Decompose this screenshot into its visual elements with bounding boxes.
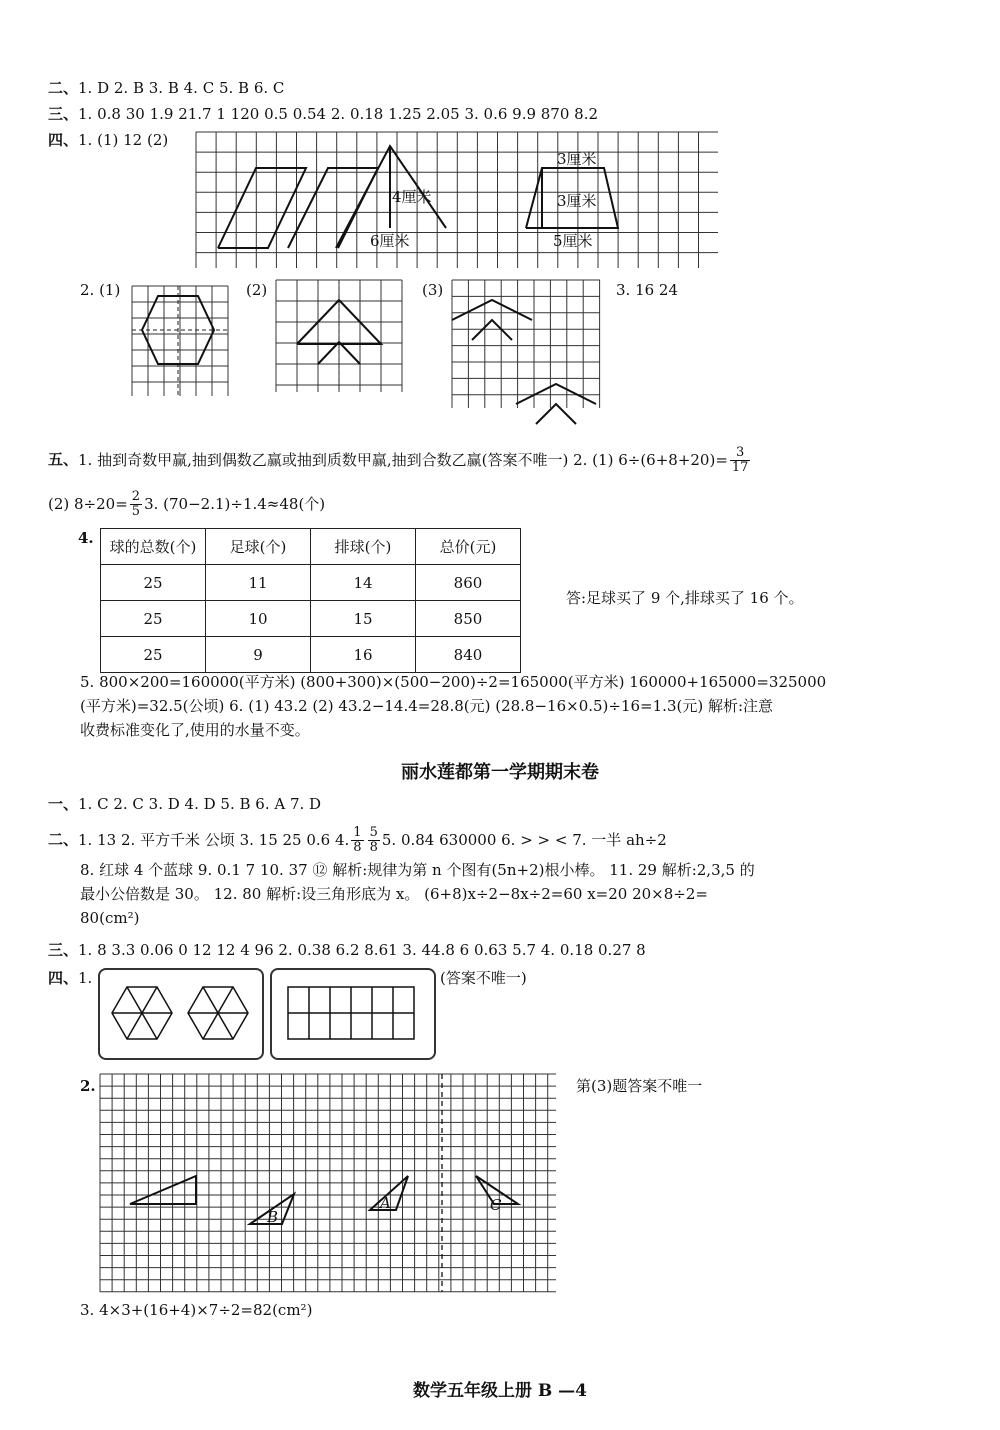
note: (答案不唯一) — [440, 969, 527, 987]
q3-answer: 3. 16 24 — [616, 281, 679, 299]
table-header: 排球(个) — [311, 529, 416, 565]
fraction-denominator: 8 — [353, 840, 362, 855]
parallelogram-1 — [218, 168, 306, 248]
table-cell: 25 — [101, 565, 206, 601]
page-footer: 数学五年级上册 B —4 — [412, 1381, 588, 1401]
fraction-denominator: 8 — [369, 840, 378, 855]
b-line-2 — [48, 826, 667, 855]
table-label: 4. — [78, 529, 94, 547]
dim-label: 3厘米 — [557, 150, 597, 168]
answer-text: 5. 0.84 630000 6. > > < 7. 一半 ah÷2 — [381, 830, 667, 849]
answer-text: 1. 抽到奇数甲赢,抽到偶数乙赢或抽到质数甲赢,抽到合数乙赢(答案不唯一) 2. (1) 6÷(6+8+20)= — [78, 450, 728, 469]
hexagon-figures — [98, 968, 262, 1058]
answer-text: 1. C 2. C 3. D 4. D 5. B 6. A 7. D — [78, 795, 322, 813]
grid-figure-1 — [196, 132, 718, 268]
b-line-2-3: 最小公倍数是 30。 12. 80 解析:设三角形底为 x。 (6+8)x÷2−8x÷2=60 x=20 20×8÷2= — [80, 885, 708, 903]
table-cell: 850 — [416, 601, 521, 637]
answer-text: 1. (1) 12 (2) — [78, 131, 169, 149]
answer-line-5-2 — [48, 490, 325, 519]
answer-text: 1. D 2. B 3. B 4. C 5. B 6. C — [78, 79, 285, 97]
table-row — [101, 601, 521, 637]
table-cell: 840 — [416, 637, 521, 673]
table-cell: 11 — [206, 565, 311, 601]
dim-label: 3厘米 — [557, 192, 597, 210]
label-B: B — [267, 1208, 279, 1226]
section-number: 三、 — [48, 105, 79, 123]
answer-table — [100, 528, 521, 673]
fraction-numerator: 5 — [369, 825, 378, 840]
b-line-3 — [48, 940, 646, 960]
label-C: C — [490, 1196, 502, 1214]
table-header: 球的总数(个) — [101, 529, 206, 565]
section-number: 四、 — [48, 969, 79, 987]
table-row — [101, 565, 521, 601]
answer-text: 1. 0.8 30 1.9 21.7 1 120 0.5 0.54 2. 0.18 1.25 2.05 3. 0.6 9.9 870 8.2 — [78, 105, 599, 123]
parallelogram-2 — [288, 168, 378, 248]
fraction-numerator: 2 — [131, 489, 141, 504]
answer-line-q5-2: (平方米)=32.5(公顷) 6. (1) 43.2 (2) 43.2−14.4=28.8(元) (28.8−16×0.5)÷16=1.3(元) 解析:注意 — [80, 697, 774, 715]
section-number: 一、 — [48, 795, 79, 813]
rectangle-figure — [270, 968, 434, 1058]
b-line-4 — [48, 968, 92, 988]
answer-text: 1. — [78, 969, 93, 987]
answer-line-2 — [48, 78, 284, 98]
answer-text: 1. 13 2. 平方千米 公顷 3. 15 25 0.6 4. — [78, 830, 350, 849]
grid-figure-2-2 — [276, 280, 402, 392]
table-header: 足球(个) — [206, 529, 311, 565]
b-line-1 — [48, 794, 321, 814]
q2-label-2: (2) — [246, 281, 268, 299]
fraction-numerator: 3 — [730, 446, 751, 461]
dim-label: 6厘米 — [370, 232, 410, 250]
q2-label-1: 2. (1) — [80, 281, 121, 299]
fraction — [351, 826, 363, 855]
table-answer: 答:足球买了 9 个,排球买了 16 个。 — [566, 589, 804, 607]
answer-line-q5-1: 5. 800×200=160000(平方米) (800+300)×(500−200)÷2=165000(平方米) 160000+165000=325000 — [80, 673, 827, 691]
dim-label: 4厘米 — [392, 188, 432, 206]
section-number: 四、 — [48, 131, 79, 149]
b-line-2-4: 80(cm²) — [80, 909, 140, 927]
b4q3: 3. 4×3+(16+4)×7÷2=82(cm²) — [80, 1301, 313, 1319]
table-cell: 25 — [101, 637, 206, 673]
table-cell: 25 — [101, 601, 206, 637]
fraction-denominator: 17 — [731, 460, 749, 475]
table-cell: 16 — [311, 637, 416, 673]
section-number: 二、 — [48, 830, 79, 849]
answer-text: (2) 8÷20= — [48, 494, 128, 513]
fraction — [730, 446, 751, 475]
grid-figure-2-3 — [452, 280, 600, 408]
fraction — [130, 490, 142, 519]
b4q2-label: 2. — [80, 1077, 96, 1095]
answer-line-4 — [48, 130, 168, 150]
table-cell: 10 — [206, 601, 311, 637]
b4q2-note: 第(3)题答案不唯一 — [576, 1077, 703, 1095]
table-header-row — [101, 529, 521, 565]
table-header: 总价(元) — [416, 529, 521, 565]
table-cell: 14 — [311, 565, 416, 601]
section-number: 五、 — [48, 450, 79, 469]
answer-line-q5-3: 收费标准变化了,使用的水量不变。 — [80, 721, 310, 739]
section-number: 二、 — [48, 79, 79, 97]
fraction-denominator: 5 — [131, 504, 141, 519]
answer-text: 3. (70−2.1)÷1.4≈48(个) — [144, 494, 326, 513]
answer-text: 1. 8 3.3 0.06 0 12 12 4 96 2. 0.38 6.2 8.61 3. 44.8 6 0.63 5.7 4. 0.18 0.27 8 — [78, 941, 646, 959]
table-cell: 9 — [206, 637, 311, 673]
page-title: 丽水莲都第一学期期末卷 — [401, 762, 599, 783]
b-line-2-2: 8. 红球 4 个蓝球 9. 0.1 7 10. 37 ⑫ 解析:规律为第 n 个图有(5n+2)根小棒。 11. 29 解析:2,3,5 的 — [80, 861, 755, 879]
table-cell: 860 — [416, 565, 521, 601]
table-cell: 15 — [311, 601, 416, 637]
grid-figure-2-1 — [132, 286, 228, 396]
label-A: A — [380, 1194, 391, 1212]
fraction — [368, 826, 380, 855]
table-row — [101, 637, 521, 673]
fraction-numerator: 1 — [353, 825, 362, 840]
grid-figure-big — [100, 1074, 556, 1292]
answer-line-3 — [48, 104, 598, 124]
answer-line-5-1 — [48, 446, 752, 475]
q2-label-3: (3) — [422, 281, 444, 299]
section-number: 三、 — [48, 941, 79, 959]
dim-label: 5厘米 — [553, 232, 593, 250]
